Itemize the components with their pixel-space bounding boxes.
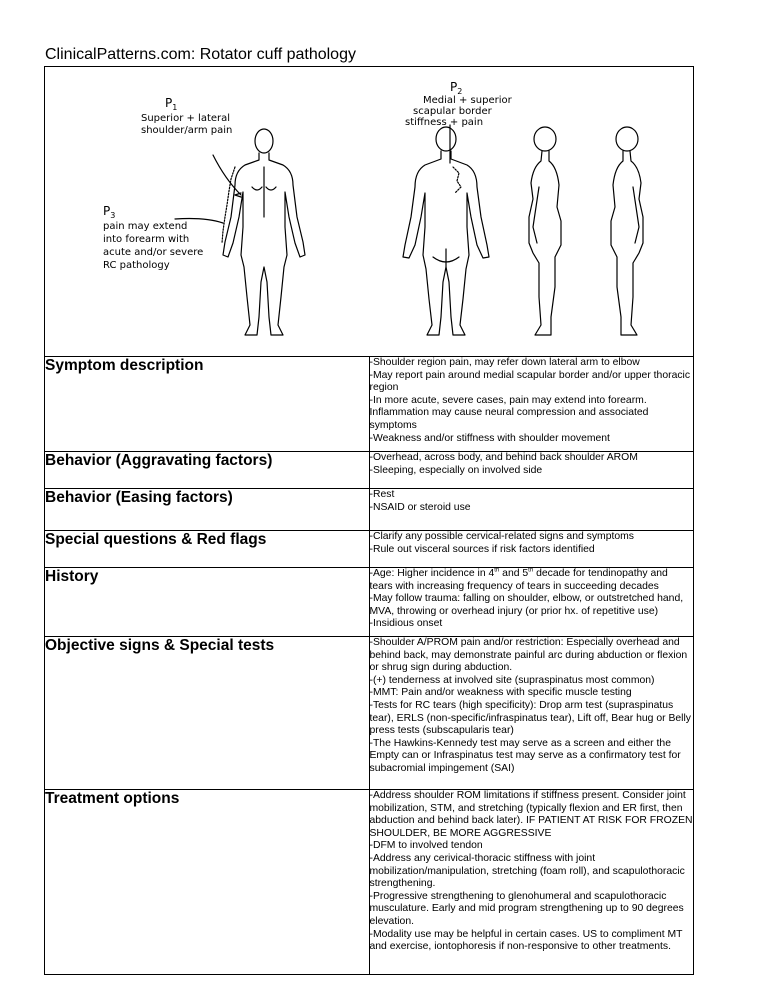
table-row bbox=[45, 452, 694, 489]
content-line: -In more acute, severe cases, pain may extend into forearm. Inflammation may cause neural compression and associated symptoms bbox=[369, 394, 649, 431]
content-line: -Progressive strengthening to glenohumeral and scapulothoracic musculature. Early and mid program strengthening up to 90 degrees elevation. bbox=[369, 890, 684, 927]
front-body-figure bbox=[223, 129, 305, 335]
side-body-figure-right bbox=[529, 127, 561, 335]
row-content bbox=[369, 790, 694, 975]
content-line: -MMT: Pain and/or weakness with specific muscle testing bbox=[369, 687, 632, 699]
content-line: -Insidious onset bbox=[369, 618, 443, 630]
content-line: -Rule out visceral sources if risk factors identified bbox=[369, 543, 595, 555]
content-line: -(+) tenderness at involved site (supraspinatus most common) bbox=[369, 674, 655, 686]
figure-row bbox=[45, 67, 694, 357]
content-line: -Address shoulder ROM limitations if stiffness present. Consider joint mobilization, STM, and stretching (typically flexion and ER first, then abduction and behind back later). IF PATIENT AT RISK FOR FROZEN SHOULDER, BE MORE AGGRESSIVE bbox=[369, 790, 693, 839]
content-line: -Rest bbox=[369, 489, 395, 500]
table-row bbox=[45, 790, 694, 975]
row-label: Treatment options bbox=[45, 790, 370, 975]
p3-marker: $P_3$ bbox=[103, 204, 116, 220]
table-row bbox=[45, 357, 694, 452]
content-line: -Clarify any possible cervical-related signs and symptoms bbox=[369, 531, 634, 542]
row-label: Behavior (Easing factors) bbox=[45, 489, 370, 531]
back-body-figure bbox=[403, 127, 489, 335]
p1-marker: $P_1$ bbox=[165, 96, 178, 112]
page-title: ClinicalPatterns.com: Rotator cuff pathology bbox=[45, 46, 356, 63]
content-line: -Shoulder region pain, may refer down lateral arm to elbow bbox=[369, 357, 640, 368]
table-row bbox=[45, 489, 694, 531]
row-content bbox=[369, 531, 694, 568]
row-content bbox=[369, 357, 694, 452]
side-body-figure-left bbox=[611, 127, 643, 335]
row-label: Special questions & Red flags bbox=[45, 531, 370, 568]
p1-note-line-1: Superior + lateral bbox=[141, 113, 231, 124]
content-line: -Shoulder A/PROM pain and/or restriction: Especially overhead and behind back, may demonstrate painful arc during abduction or flexion or shrug sign during abduction. bbox=[369, 637, 688, 674]
content-line: -Address any cerivical-thoracic stiffness with joint mobilization/manipulation, stretching (foam roll), and scapulothoracic strengthening. bbox=[369, 852, 685, 890]
content-line: -Overhead, across body, and behind back shoulder AROM bbox=[369, 452, 638, 463]
p3-note-line-4: RC pathology bbox=[103, 260, 170, 271]
content-line: -Modality use may be helpful in certain cases. US to compliment MT and exercise, iontophoresis if non-responsive to other treatments. bbox=[369, 928, 683, 953]
content-line: -May report pain around medial scapular border and/or upper thoracic region bbox=[369, 369, 691, 394]
content-line: -DFM to involved tendon bbox=[369, 840, 483, 852]
row-content bbox=[369, 452, 694, 489]
pathology-table bbox=[44, 66, 694, 975]
row-label: Behavior (Aggravating factors) bbox=[45, 452, 370, 489]
p3-note-line-1: pain may extend bbox=[103, 221, 188, 232]
content-line: -May follow trauma: falling on shoulder, elbow, or outstretched hand, MVA, throwing or overhead injury (or prior hx. of repetitive use) bbox=[369, 593, 684, 617]
row-label: Symptom description bbox=[45, 357, 370, 452]
content-line: -Sleeping, especially on involved side bbox=[369, 464, 543, 476]
p2-note-line-2: scapular border bbox=[413, 106, 492, 117]
p3-note-line-2: into forearm with bbox=[103, 234, 190, 245]
row-label: Objective signs & Special tests bbox=[45, 637, 370, 790]
pathology-rows bbox=[45, 357, 694, 975]
body-chart-cell bbox=[45, 67, 694, 357]
content-line: -NSAID or steroid use bbox=[369, 501, 471, 513]
content-line: -Age: Higher incidence in 4th and 5th decade for tendinopathy and tears with increasing frequency of tears in succeeding decades bbox=[369, 567, 668, 592]
p3-note-line-3: acute and/or severe bbox=[103, 247, 204, 258]
table-row bbox=[45, 568, 694, 637]
row-content bbox=[369, 637, 694, 790]
p1-note-line-2: shoulder/arm pain bbox=[141, 125, 233, 136]
content-line: -Tests for RC tears (high specificity): Drop arm test (supraspinatus tear), ERLS (non-specific/infraspinatus tear), Lift off, Bear hug or Belly press tests (subscapularis tear) bbox=[369, 699, 691, 737]
content-line: -The Hawkins-Kennedy test may serve as a screen and either the Empty can or Infraspinatus test may serve as a confirmatory test for subacromial impingement (SAI) bbox=[369, 737, 681, 774]
p2-marker: $P_2$ bbox=[450, 80, 463, 96]
p2-note-line-3: stiffness + pain bbox=[405, 117, 484, 128]
p2-note-line-1: Medial + superior bbox=[423, 95, 512, 106]
content-line: -Weakness and/or stiffness with shoulder movement bbox=[369, 432, 610, 444]
table-row bbox=[45, 637, 694, 790]
body-chart-figure bbox=[45, 67, 693, 356]
row-content bbox=[369, 489, 694, 531]
row-label: History bbox=[45, 568, 370, 637]
row-content bbox=[369, 568, 694, 637]
table-row bbox=[45, 531, 694, 568]
